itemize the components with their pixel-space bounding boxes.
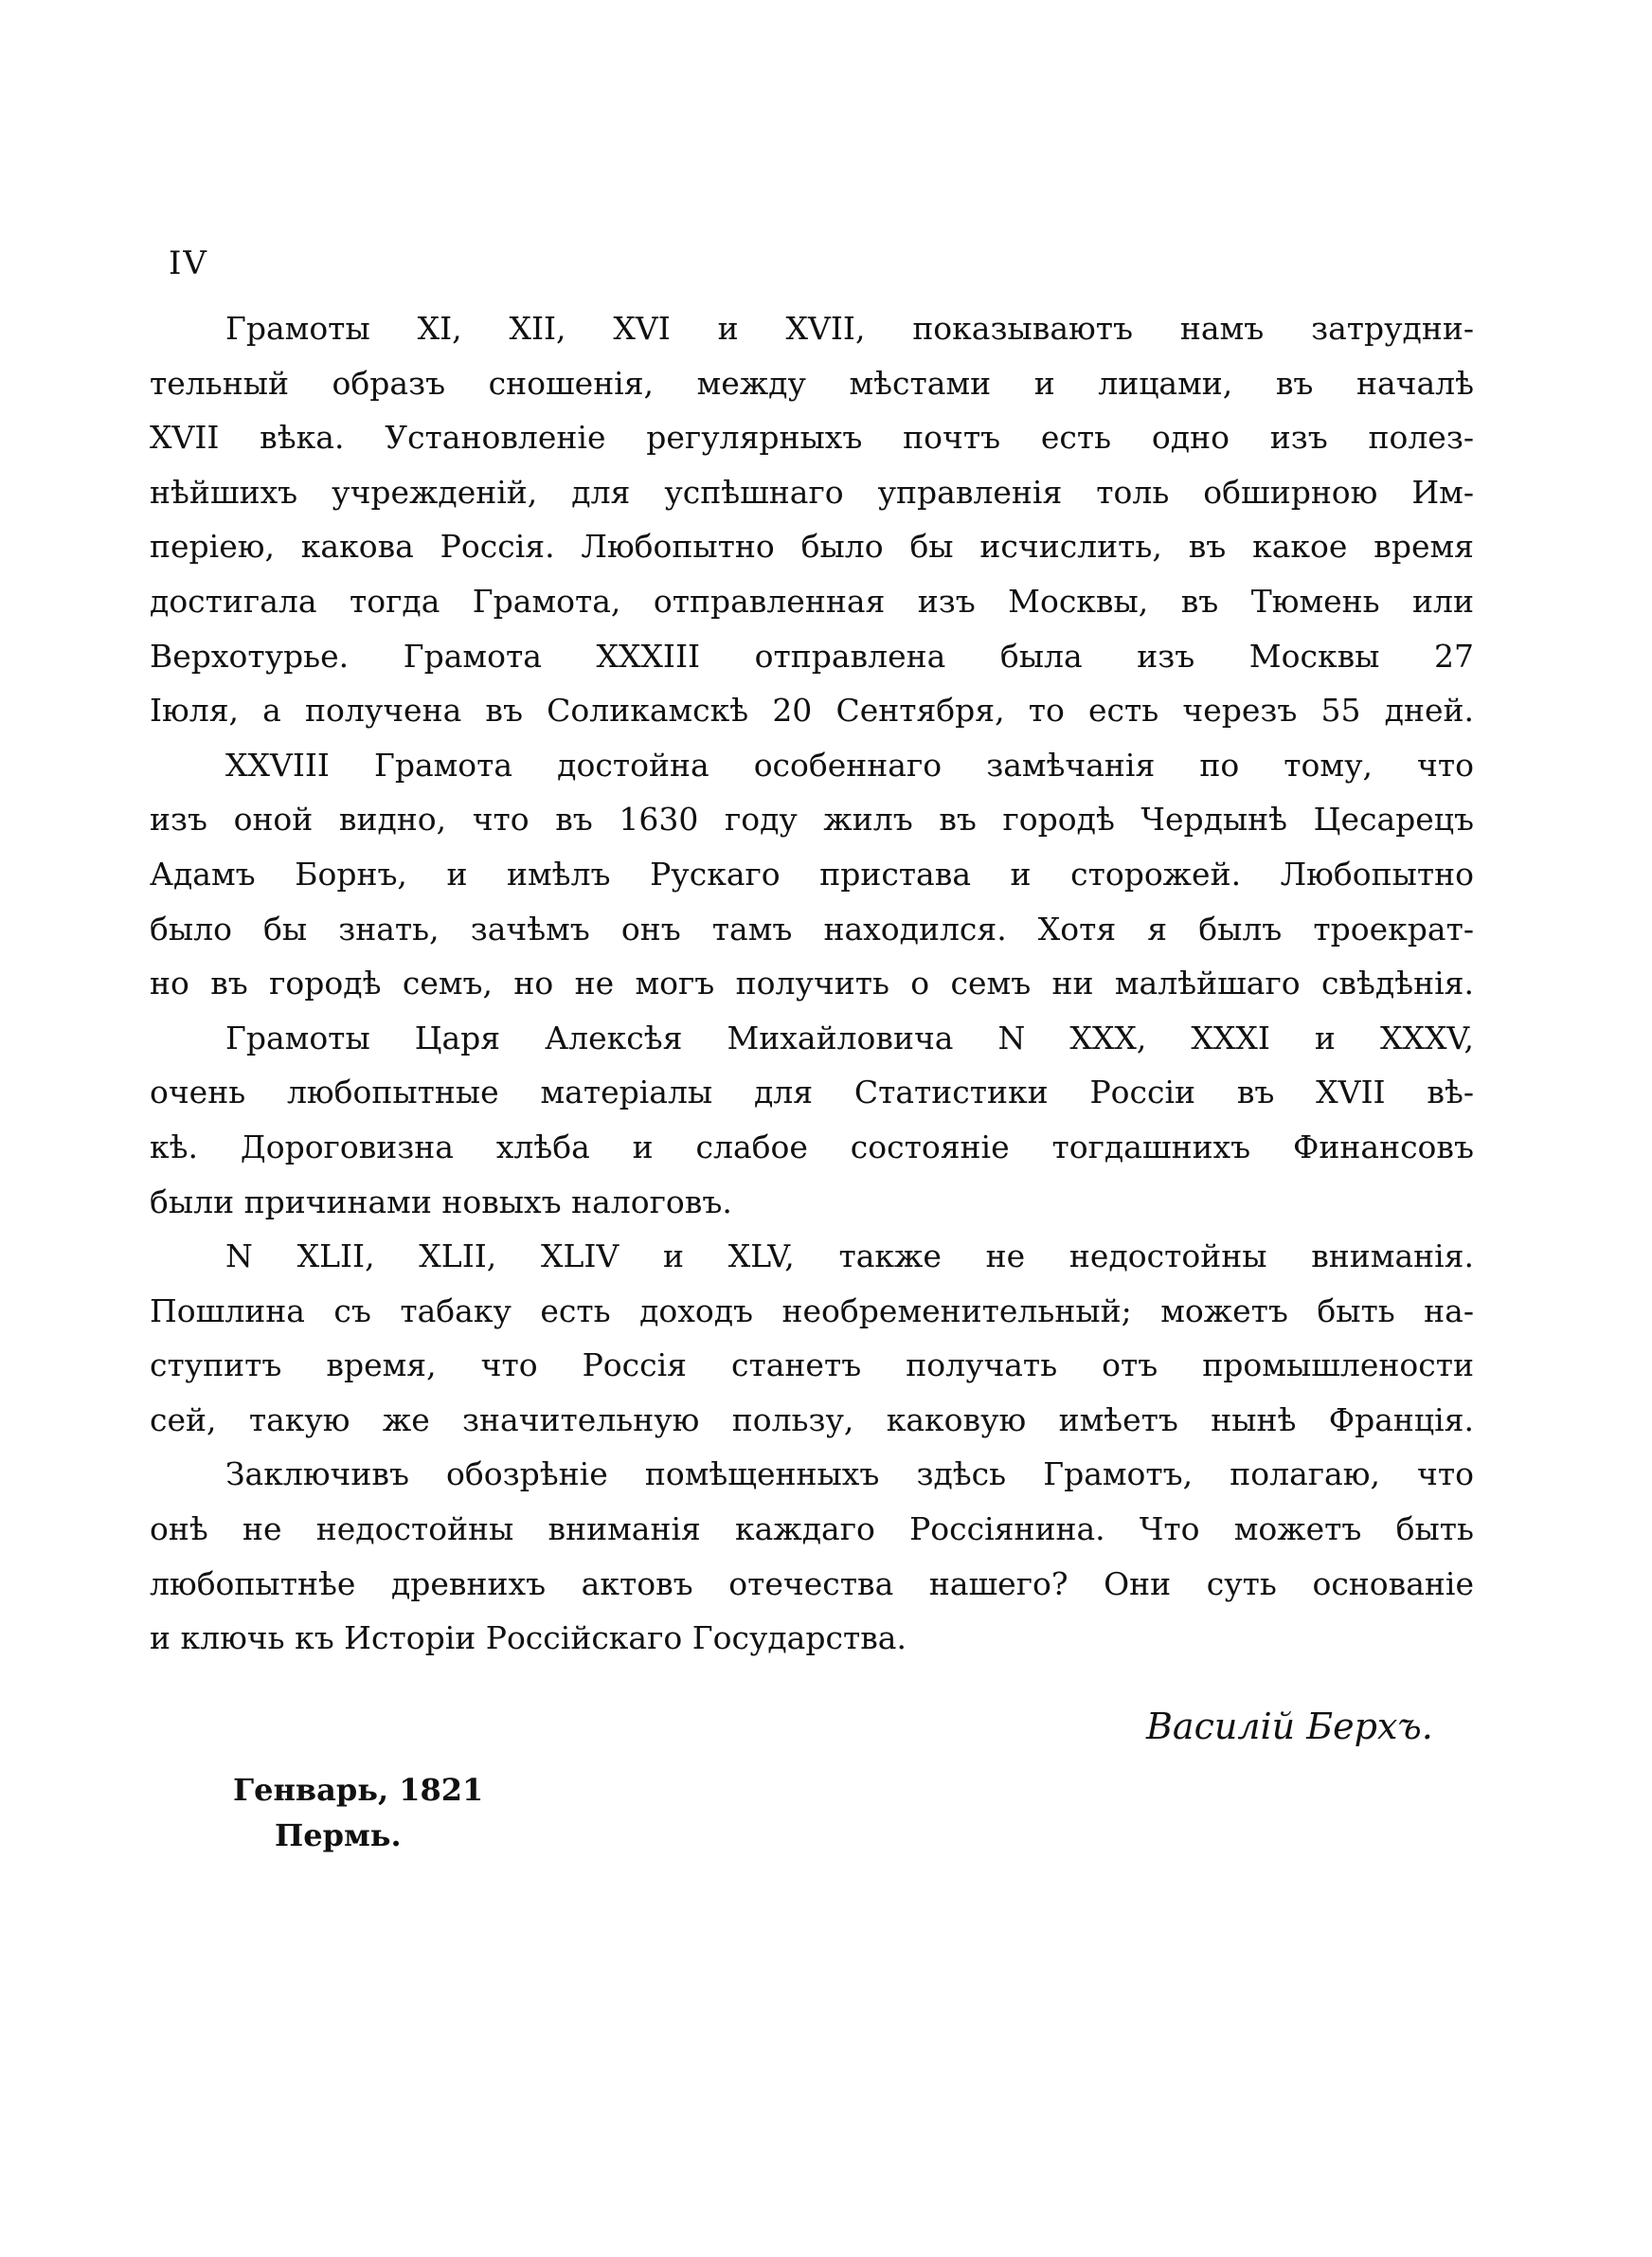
- text-line: Верхотурье. Грамота XXXIII отправлена была изъ Москвы 27: [150, 637, 1474, 675]
- text-line: Грамоты Царя Алексѣя Михайловича N XXX, XXXI и XXXV,: [225, 1019, 1474, 1056]
- place-line: Пермь.: [275, 1817, 402, 1853]
- text-line: XXVIII Грамота достойна особеннаго замѣчанія по тому, что: [225, 746, 1474, 784]
- text-line: и ключь къ Исторіи Россійскаго Государства.: [150, 1619, 907, 1657]
- text-line: Адамъ Борнъ, и имѣлъ Рускаго пристава и сторожей. Любопытно: [150, 855, 1474, 893]
- text-line: но въ городѣ семъ, но не могъ получить о семъ ни малѣйшаго свѣдѣнія.: [150, 965, 1474, 1002]
- text-line: Заключивъ обозрѣніе помѣщенныхъ здѣсь Грамотъ, полагаю, что: [225, 1455, 1474, 1493]
- text-line: любопытнѣе древнихъ актовъ отечества нашего? Они суть основаніе: [150, 1564, 1474, 1602]
- text-line: тельный образъ сношенія, между мѣстами и лицами, въ началѣ: [150, 364, 1474, 402]
- text-line: очень любопытные матеріалы для Статистики Россіи въ XVII вѣ-: [150, 1074, 1474, 1111]
- text-line: были причинами новыхъ налоговъ.: [150, 1183, 732, 1220]
- text-line: ступитъ время, что Россія станетъ получать отъ промышлености: [150, 1346, 1474, 1384]
- text-line: Грамоты XI, XII, XVI и XVII, показываютъ намъ затрудни-: [225, 310, 1474, 347]
- page-number: IV: [169, 244, 208, 282]
- date-line: Генварь, 1821: [233, 1772, 484, 1808]
- text-line: было бы знать, зачѣмъ онъ тамъ находился. Хотя я былъ троекрат-: [150, 910, 1474, 948]
- body-text: [150, 301, 1474, 1666]
- text-line: періею, какова Россія. Любопытно было бы исчислить, въ какое время: [150, 528, 1474, 566]
- text-line: онѣ не недостойны вниманія каждаго Россіянина. Что можетъ быть: [150, 1510, 1474, 1548]
- text-line: кѣ. Дороговизна хлѣба и слабое состояніе тогдашнихъ Финансовъ: [150, 1128, 1474, 1165]
- text-line: N XLII, XLII, XLIV и XLV, также не недостойны вниманія.: [225, 1237, 1474, 1275]
- text-line: нѣйшихъ учрежденій, для успѣшнаго управленія толь обширною Им-: [150, 473, 1474, 511]
- author-signature: Василій Берхъ.: [1146, 1706, 1433, 1747]
- text-line: достигала тогда Грамота, отправленная изъ Москвы, въ Тюмень или: [150, 582, 1474, 620]
- text-line: изъ оной видно, что въ 1630 году жилъ въ городѣ Чердынѣ Цесарецъ: [150, 801, 1474, 839]
- text-line: сей, такую же значительную пользу, каковую имѣетъ нынѣ Франція.: [150, 1400, 1474, 1438]
- text-line: XVII вѣка. Установленіе регулярныхъ почтъ есть одно изъ полез-: [150, 419, 1474, 457]
- text-line: Пошлина съ табаку есть доходъ необременительный; можетъ быть на-: [150, 1291, 1474, 1329]
- text-line: Іюля, а получена въ Соликамскѣ 20 Сентября, то есть черезъ 55 дней.: [150, 692, 1474, 730]
